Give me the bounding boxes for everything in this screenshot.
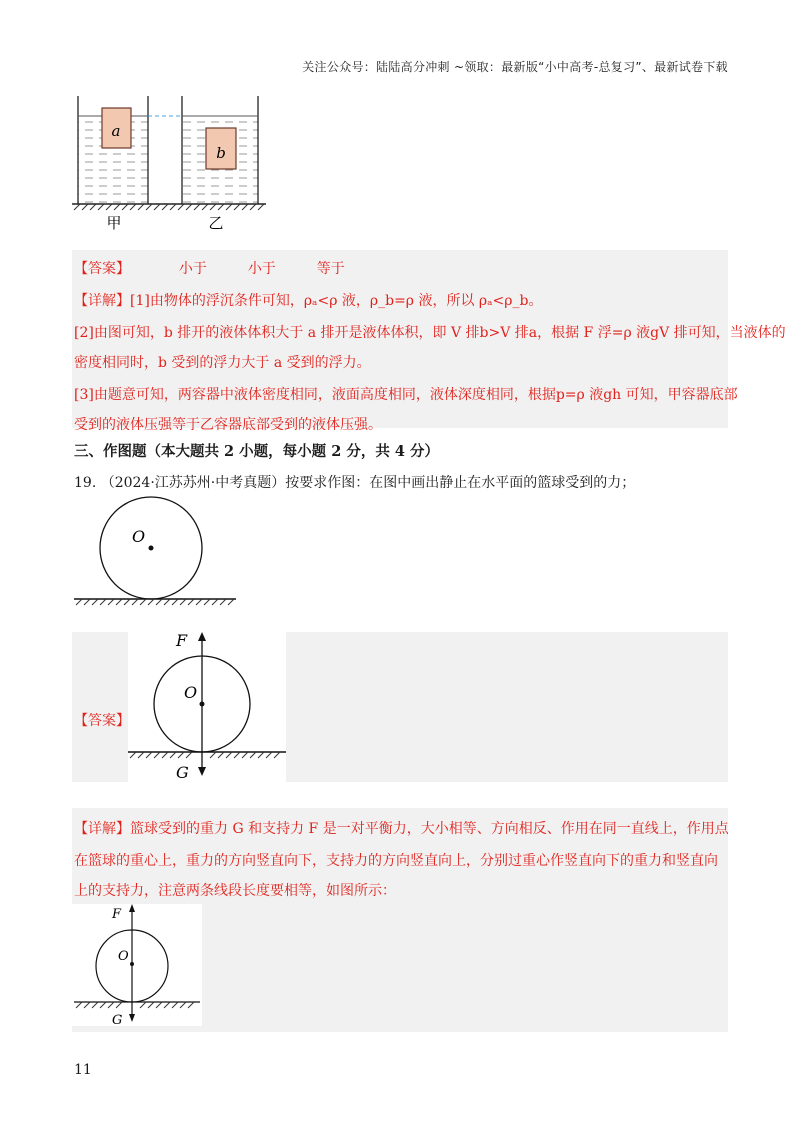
center-o-label: O: [184, 683, 198, 702]
arrow-up-icon: [198, 632, 206, 641]
q18-detail-line-2: [2]由图可知，b 排开的液体体积大于 a 排开是液体体积，即 V 排b>V 排a，根据 F 浮=ρ 液gV 排可知，当液体的: [74, 325, 786, 341]
caption-jia: 甲: [106, 214, 122, 232]
force-g-label: G: [176, 763, 189, 782]
detail-text-1: 篮球受到的重力 G 和支持力 F 是一对平衡力，大小相等、方向相反、作用在同一直线上，作用点: [130, 821, 729, 837]
q19-text: 19. （2024·江苏苏州·中考真题）按要求作图：在图中画出静止在水平面的篮球受到的力；: [74, 475, 636, 491]
arrow-down-icon: [129, 1014, 135, 1022]
containers-figure: [70, 94, 270, 234]
detail-label: 【详解】: [74, 293, 130, 309]
q18-detail-line-4: [3]由题意可知，两容器中液体密度相同，液面高度相同，液体深度相同，根据p=ρ 液gh 可知，甲容器底部: [74, 387, 738, 403]
arrow-down-icon: [198, 767, 206, 776]
q19-detail-line-1: [74, 818, 729, 838]
answer-force-diagram: [128, 632, 286, 782]
basketball-figure: [72, 496, 242, 606]
q18-detail-line-5: 受到的液体压强等于乙容器底部受到的液体压强。: [74, 417, 382, 433]
page-header: 关注公众号：陆陆高分冲刺 ~领取：最新版“小中高考-总复习”、最新试卷下载: [302, 60, 728, 74]
force-f-label: F: [112, 907, 122, 922]
force-f-label: F: [176, 632, 188, 650]
answer-blank-3: 等于: [316, 261, 345, 277]
center-label: O: [132, 527, 146, 546]
block-b-label: b: [216, 144, 226, 162]
block-a-label: a: [111, 122, 121, 140]
caption-yi: 乙: [208, 214, 224, 232]
q18-answer-row: [74, 258, 345, 278]
q18-detail-line-3: 密度相同时，b 受到的浮力大于 a 受到的浮力。: [74, 355, 371, 371]
answer-blank-2: 小于: [247, 261, 276, 277]
detail-force-diagram: [72, 904, 202, 1026]
q19-answer-label: 【答案】: [74, 713, 130, 729]
answer-blank-1: 小于: [178, 261, 207, 277]
center-o-label: O: [118, 949, 129, 964]
q18-detail-line-1: [74, 290, 542, 310]
detail-label: 【详解】: [74, 821, 130, 837]
q19-detail-line-2: 在篮球的重心上，重力的方向竖直向下，支持力的方向竖直向上，分别过重心作竖直向下的重力和竖直向: [74, 853, 718, 869]
section-title: 三、作图题（本大题共 2 小题，每小题 2 分，共 4 分）: [74, 443, 440, 460]
detail-text-1: [1]由物体的浮沉条件可知，ρₐ<ρ 液，ρ_b=ρ 液，所以 ρₐ<ρ_b。: [130, 293, 543, 309]
page-number: 11: [74, 1062, 92, 1078]
answer-label: 【答案】: [74, 261, 130, 277]
q19-detail-line-3: 上的支持力，注意两条线段长度要相等，如图所示：: [74, 883, 396, 899]
arrow-up-icon: [129, 904, 135, 912]
center-dot: [149, 546, 154, 551]
force-g-label: G: [112, 1013, 123, 1026]
